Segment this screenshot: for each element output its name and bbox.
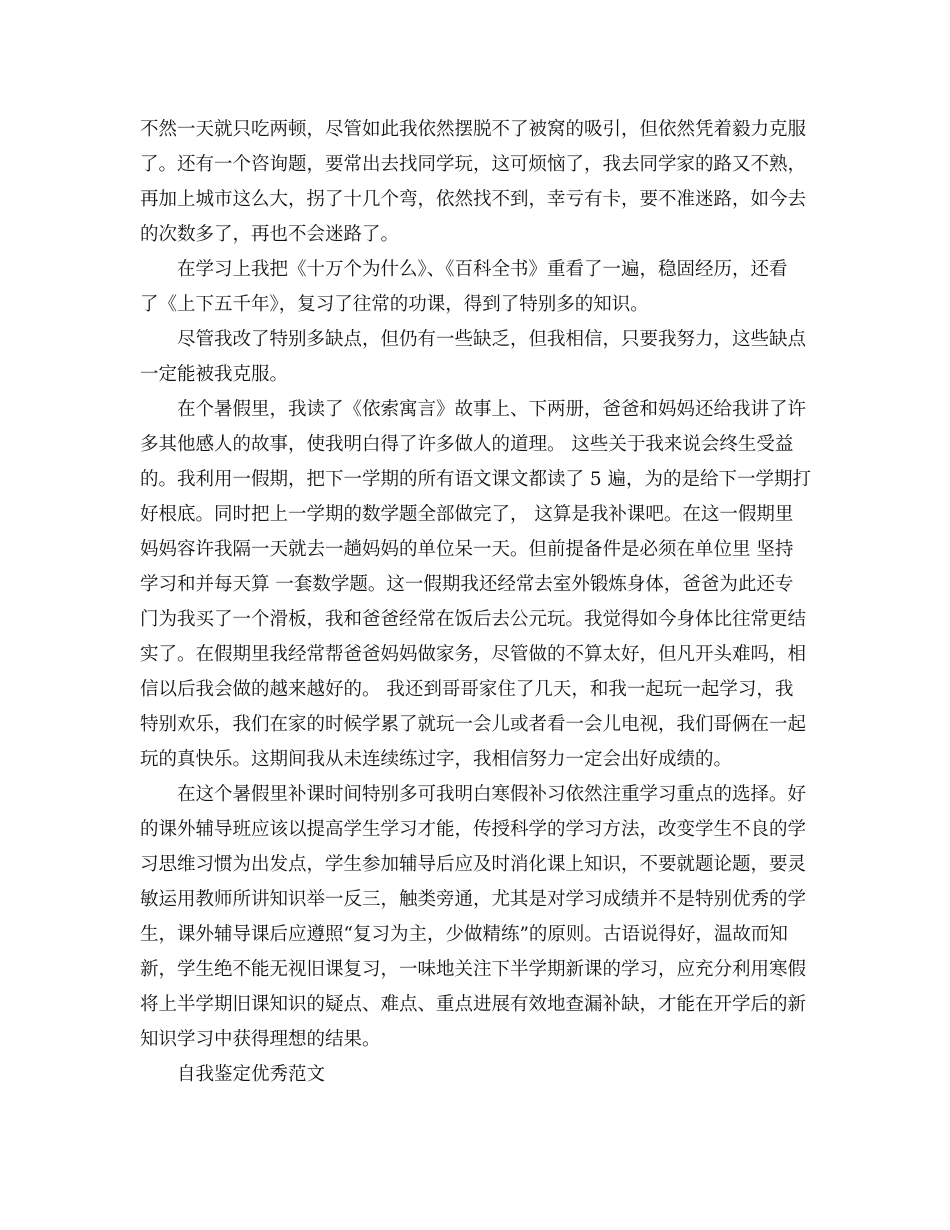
text-line: 好根底。同时把上一学期的数学题全部做完了， 这算是我补课吧。在这一假期里 xyxy=(140,504,794,525)
text-line: 再加上城市这么大，拐了十几个弯，依然找不到，幸亏有卡，要不准迷路，如今去 xyxy=(140,189,807,210)
text-line: 妈妈容许我隔一天就去一趟妈妈的单位呆一天。但前提备件是必须在单位里 坚持 xyxy=(140,539,794,560)
text-line: 学习和并每天算 一套数学题。这一假期我还经常去室外锻炼身体，爸爸为此还专 xyxy=(140,574,794,595)
paragraph xyxy=(140,777,812,1057)
text-line: 特别欢乐，我们在家的时候学累了就玩一会儿或者看一会儿电视，我们哥俩在一起 xyxy=(140,714,807,735)
text-line: 生，课外辅导课后应遵照“复习为主，少做精练”的原则。古语说得好，温故而知 xyxy=(140,924,788,945)
paragraph xyxy=(140,1057,812,1092)
paragraph xyxy=(140,322,812,392)
text-line: 在这个暑假里补课时间特别多可我明白寒假补习依然注重学习重点的选择。好 xyxy=(177,784,807,805)
text-line: 在学习上我把《十万个为什么》、《百科全书》重看了一遍，稳固经历，还看 xyxy=(177,259,788,280)
text-line: 多其他感人的故事，使我明白得了许多做人的道理。 这些关于我来说会终生受益 xyxy=(140,434,794,455)
text-line: 敏运用教师所讲知识举一反三，触类旁通，尤其是对学习成绩并不是特别优秀的学 xyxy=(140,889,807,910)
text-line: 一定能被我克服。 xyxy=(140,364,289,385)
text-line: 的课外辅导班应该以提高学生学习才能，传授科学的学习方法，改变学生不良的学 xyxy=(140,819,807,840)
text-line: 将上半学期旧课知识的疑点、难点、重点进展有效地查漏补缺，才能在开学后的新 xyxy=(140,994,807,1015)
text-line: 习思维习惯为出发点，学生参加辅导后应及时消化课上知识，不要就题论题，要灵 xyxy=(140,854,807,875)
text-line: 实了。在假期里我经常帮爸爸妈妈做家务，尽管做的不算太好，但凡开头难吗，相 xyxy=(140,644,807,665)
text-line: 门为我买了一个滑板，我和爸爸经常在饭后去公元玩。我觉得如今身体比往常更结 xyxy=(140,609,807,630)
document-body xyxy=(140,112,812,1092)
text-line: 玩的真快乐。这期间我从未连续练过字，我相信努力一定会出好成绩的。 xyxy=(140,749,733,770)
text-line: 不然一天就只吃两顿，尽管如此我依然摆脱不了被窝的吸引，但依然凭着毅力克服 xyxy=(140,119,807,140)
paragraph xyxy=(140,392,812,777)
paragraph xyxy=(140,112,812,252)
text-line: 的次数多了，再也不会迷路了。 xyxy=(140,224,400,245)
text-line: 的。我利用一假期，把下一学期的所有语文课文都读了 5 遍，为的是给下一学期打 xyxy=(140,469,812,490)
paragraph xyxy=(140,252,812,322)
text-line: 自我鉴定优秀范文 xyxy=(177,1064,326,1085)
text-line: 了。还有一个咨询题，要常出去找同学玩，这可烦恼了，我去同学家的路又不熟， xyxy=(140,154,807,175)
text-line: 了《上下五千年》，复习了往常的功课，得到了特别多的知识。 xyxy=(140,294,649,315)
text-line: 知识学习中获得理想的结果。 xyxy=(140,1029,381,1050)
text-line: 新，学生绝不能无视旧课复习，一味地关注下半学期新课的学习，应充分利用寒假 xyxy=(140,959,807,980)
text-line: 在个暑假里，我读了《依索寓言》故事上、下两册，爸爸和妈妈还给我讲了许 xyxy=(177,399,807,420)
text-line: 尽管我改了特别多缺点，但仍有一些缺乏，但我相信，只要我努力，这些缺点 xyxy=(177,329,807,350)
text-line: 信以后我会做的越来越好的。 我还到哥哥家住了几天，和我一起玩一起学习，我 xyxy=(140,679,794,700)
